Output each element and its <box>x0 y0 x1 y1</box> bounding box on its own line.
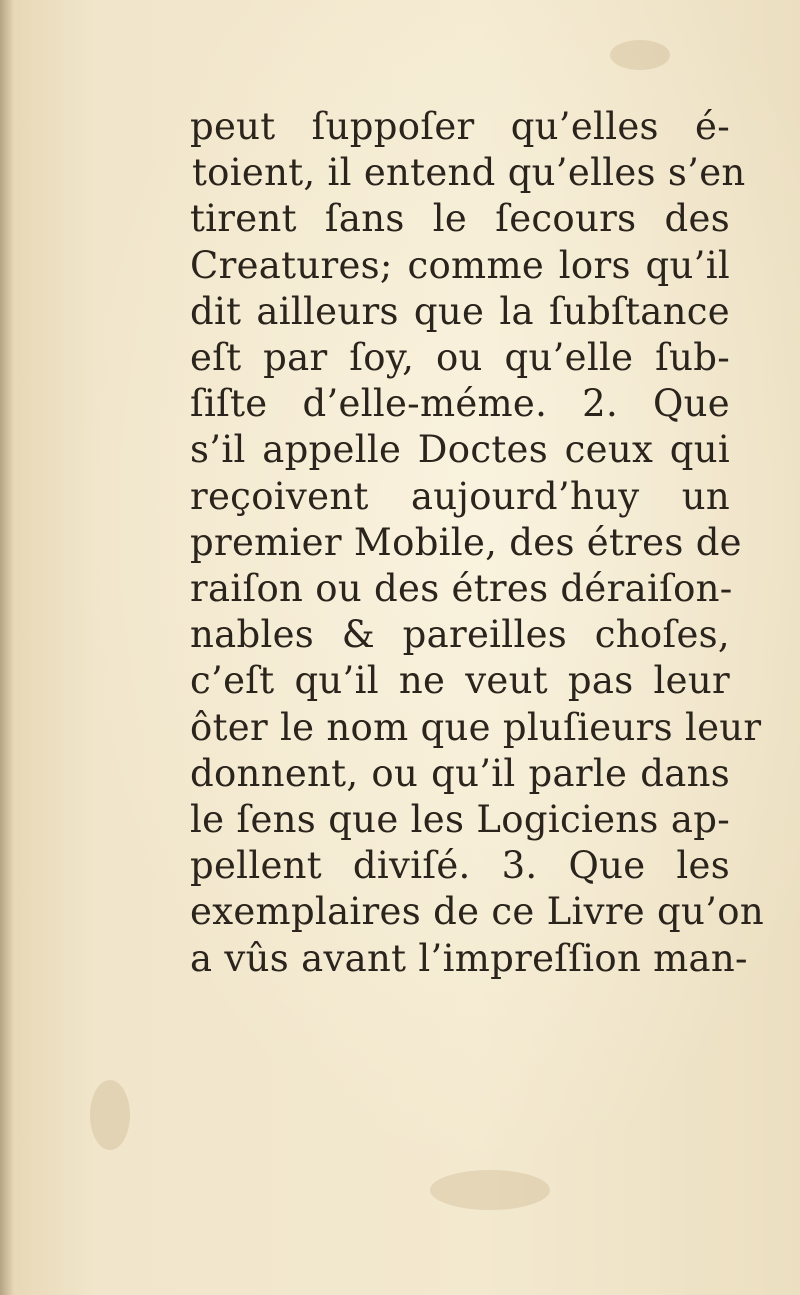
text-line: donnent, ou qu’il parle dans <box>190 751 730 795</box>
text-line: eſt par ſoy, ou qu’elle ſub- <box>190 336 730 380</box>
text-line: ôter le nom que pluſieurs leur <box>190 705 762 749</box>
spine-shadow <box>0 0 14 1295</box>
text-line: nables & pareilles choſes, <box>190 613 730 657</box>
text-line: dit ailleurs que la ſubſtance <box>190 289 730 333</box>
text-line: pellent diviſé. 3. Que les <box>190 844 730 888</box>
paper-stain <box>90 1080 130 1150</box>
text-line: le ſens que les Logiciens ap- <box>190 798 730 842</box>
text-line: peut ſuppoſer qu’elles é- <box>190 105 730 148</box>
text-line: a vûs avant l’impreſſion man- <box>190 936 748 980</box>
text-line: c’eſt qu’il ne veut pas leur <box>190 659 730 703</box>
text-line: reçoivent aujourd’huy un <box>190 474 730 518</box>
paper-stain <box>610 40 670 70</box>
text-line: Creatures; comme lors qu’il <box>190 243 730 287</box>
text-line: toient, il entend qu’elles s’en <box>192 151 746 195</box>
text-line: ſiſte d’elle-méme. 2. Que <box>190 382 730 426</box>
body-text <box>190 104 764 982</box>
text-line: tirent ſans le ſecours des <box>190 197 730 241</box>
text-line: raiſon ou des étres déraiſon- <box>190 567 733 611</box>
text-line: s’il appelle Doctes ceux qui <box>190 428 730 472</box>
text-line: exemplaires de ce Livre qu’on <box>190 890 764 934</box>
text-line: premier Mobile, des étres de <box>190 520 742 564</box>
paper-stain <box>430 1170 550 1210</box>
